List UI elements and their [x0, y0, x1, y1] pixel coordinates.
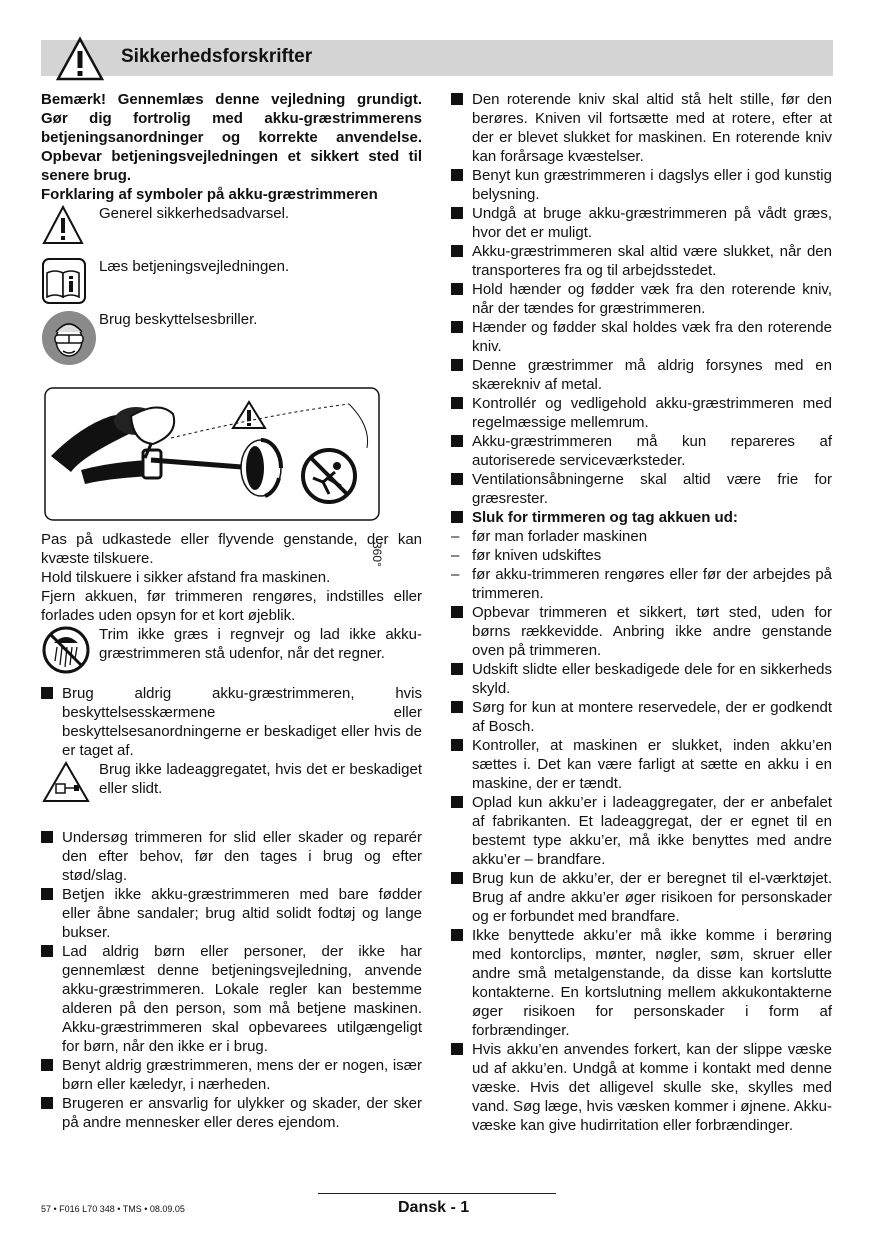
bullet-marker — [41, 942, 62, 957]
bullet-marker — [451, 793, 472, 808]
list-item-text: Opbevar trimmeren et sikkert, tørt sted, uden for børns rækkevidde. Anbring ikke andre genstande oven på trimmeren. — [472, 604, 832, 659]
list-item-text: Ventilationsåbningerne skal altid være frie for græsrester. — [472, 471, 832, 507]
symbol-row — [41, 310, 422, 386]
bullet-marker — [451, 736, 472, 751]
list-item-text: Oplad kun akku’er i ladeaggregater, der er anbefalet af fabrikanten. Et ladeaggregat, der er egnet til en bestemt type akku’er, må ikke benyttes med andre akku’er – brandfare. — [472, 794, 832, 868]
dash-marker: – — [451, 547, 460, 564]
bullet-marker — [451, 242, 472, 257]
bullet-marker — [451, 508, 472, 523]
read-manual-icon — [41, 257, 99, 310]
bullet-marker — [451, 926, 472, 941]
list-item — [41, 885, 422, 942]
charger-warning-icon — [41, 760, 99, 809]
list-item-text: Sørg for kun at montere reservedele, der er godkendt af Bosch. — [472, 699, 832, 735]
bullet-marker — [451, 470, 472, 485]
intro-note: Bemærk! Gennemlæs denne vejledning grundigt. Gør dig fortrolig med akku-græstrimmerens betjeningsanordninger og korrekte anvendelse. Opbevar betjeningsvejledningen et sikkert sted til senere brug. — [41, 91, 422, 184]
list-item-text: Betjen ikke akku-græstrimmeren med bare fødder eller åbne sandaler; brug altid solidt fodtøj og lange bukser. — [62, 886, 422, 941]
list-item-text: Brug kun de akku’er, der er beregnet til el-værktøjet. Brug af andre akku’er øger risikoen for personskader og er forbundet med brandfare. — [472, 870, 832, 925]
list-item-text: Ikke benyttede akku’er må ikke komme i berøring med kontorclips, mønter, nøgler, søm, skruer eller andre små metalgenstande, da disse kan kortslutte kontakterne. En kortslutning mellem akkukontakterne øger risikoen for personskader i form af forbrændinger. — [472, 927, 832, 1039]
list-item-text: Lad aldrig børn eller personer, der ikke har gennemlæst denne betjeningsvejledning, anvende akku-græstrimmeren. Lokale regler kan bestemme alderen på den person, som må betjene maskinen. Akku-græstrimmeren skal opbevarees utilgængeligt for børn, når den ikke er i brug. — [62, 943, 422, 1055]
list-item — [451, 926, 832, 1040]
symbol-row — [41, 257, 422, 310]
list-item — [451, 603, 832, 660]
list-item-text: Akku-græstrimmeren skal altid være slukket, når den transporteres fra og til arbejdsstedet. — [472, 243, 832, 279]
list-item — [451, 394, 832, 432]
list-item-text: Udskift slidte eller beskadigede dele for en sikkerheds skyld. — [472, 661, 832, 697]
paragraph: Hold tilskuere i sikker afstand fra maskinen. — [41, 569, 331, 586]
no-rain-icon — [41, 625, 99, 680]
list-item-text: Benyt aldrig græstrimmeren, mens der er nogen, især børn eller kæledyr, i nærheden. — [62, 1057, 422, 1093]
list-item-text: Undgå at bruge akku-græstrimmeren på vådt græs, hvor det er muligt. — [472, 205, 832, 241]
bullet-marker — [41, 828, 62, 843]
list-item-text: Denne græstrimmer må aldrig forsynes med en skærekniv af metal. — [472, 357, 832, 393]
list-item — [41, 684, 422, 760]
list-item — [41, 1056, 422, 1094]
list-item — [451, 432, 832, 470]
list-item — [451, 527, 832, 546]
left-column — [41, 90, 422, 1132]
symbols-heading: Forklaring af symboler på akku-græstrimmeren — [41, 186, 378, 203]
list-item — [451, 318, 832, 356]
warning-triangle-icon — [55, 36, 105, 87]
list-item-text: Hvis akku’en anvendes forkert, kan der slippe væske ud af akku’en. Undgå at komme i kontakt med denne væske. Hvis det alligevel skulle ske, skylles med vand. Søg læge, hvis væsken kommer i øjnene. Akku-væske kan give hudirritation eller forbrændinger. — [472, 1041, 832, 1134]
list-item — [451, 204, 832, 242]
symbol-label: Brug beskyttelsesbriller. — [99, 311, 258, 328]
section-header — [41, 40, 833, 76]
list-item — [451, 793, 832, 869]
safety-goggles-icon — [41, 310, 99, 371]
bullet-marker — [451, 660, 472, 675]
bullet-marker — [41, 885, 62, 900]
list-item — [451, 508, 832, 527]
bullet-marker — [451, 166, 472, 181]
page-title: Sikkerhedsforskrifter — [121, 46, 313, 67]
symbol-row — [41, 204, 422, 257]
diagram-angle-label: 360° — [370, 542, 384, 567]
list-item-text: Hold hænder og fødder væk fra den roterende kniv, når der tændes for græstrimmeren. — [472, 281, 832, 317]
bullet-marker — [451, 204, 472, 219]
list-item — [41, 1094, 422, 1132]
list-item — [451, 660, 832, 698]
symbol-label: Trim ikke græs i regnvejr og lad ikke akku-græstrimmeren stå udenfor, når det regner. — [99, 626, 422, 662]
list-item — [451, 736, 832, 793]
list-item — [451, 356, 832, 394]
list-item-text: Brugeren er ansvarlig for ulykker og skader, der sker på andre mennesker eller deres ejendom. — [62, 1095, 422, 1131]
list-item — [451, 565, 832, 603]
list-item — [451, 1040, 832, 1135]
list-item — [451, 242, 832, 280]
list-item — [451, 698, 832, 736]
symbol-label: Generel sikkerhedsadvarsel. — [99, 205, 290, 222]
list-item-text: før akku-trimmeren rengøres eller før der arbejdes på trimmeren. — [472, 566, 832, 602]
list-item-text: Akku-græstrimmeren må kun repareres af autoriserede serviceværksteder. — [472, 433, 832, 469]
list-item-text: Brug aldrig akku-græstrimmeren, hvis beskyttelsesskærmene eller beskyttelsesanordningerne er beskadiget eller hvis de er taget af. — [62, 685, 422, 759]
list-item-text: Den roterende kniv skal altid stå helt stille, før den berøres. Kniven vil fortsætte med at rotere, efter at der er blevet slukket for maskinen. En roterende kniv kan forårsage kvæstelser. — [472, 91, 832, 165]
list-item — [451, 869, 832, 926]
bullet-marker — [451, 318, 472, 333]
list-item — [451, 90, 832, 166]
list-item-text: før kniven udskiftes — [472, 547, 602, 564]
bullet-marker — [451, 1040, 472, 1055]
list-item — [451, 166, 832, 204]
symbol-label: Læs betjeningsvejledningen. — [99, 258, 290, 275]
dash-marker: – — [451, 566, 460, 583]
list-item-text: før man forlader maskinen — [472, 528, 648, 545]
list-item — [451, 470, 832, 508]
bullet-marker — [451, 603, 472, 618]
dash-marker: – — [451, 528, 460, 545]
bullet-marker — [451, 280, 472, 295]
bullet-marker — [451, 394, 472, 409]
list-item — [451, 546, 832, 565]
symbol-row — [41, 760, 422, 828]
page-number: Dansk - 1 — [398, 1199, 470, 1216]
footer-rule — [318, 1193, 556, 1194]
bullet-marker — [451, 432, 472, 447]
paragraph: Fjern akkuen, før trimmeren rengøres, indstilles eller forlades uden opsyn for et kort øjeblik. — [41, 588, 422, 624]
list-item-text: Hænder og fødder skal holdes væk fra den roterende kniv. — [472, 319, 832, 355]
list-item-text: Benyt kun græstrimmeren i dagslys eller i god kunstig belysning. — [472, 167, 832, 203]
bullet-marker — [451, 869, 472, 884]
bullet-marker — [451, 90, 472, 105]
bullet-marker — [41, 1094, 62, 1109]
bullet-marker — [451, 356, 472, 371]
warning-triangle-icon — [41, 204, 99, 251]
list-item — [41, 828, 422, 885]
list-item-text: Sluk for tirmmeren og tag akkuen ud: — [472, 509, 738, 526]
symbol-label: Brug ikke ladeaggregatet, hvis det er beskadiget eller slidt. — [99, 761, 422, 797]
bullet-marker — [451, 698, 472, 713]
right-column — [451, 90, 832, 1135]
footer-code: 57 • F016 L70 348 • TMS • 08.09.05 — [41, 1204, 185, 1214]
symbol-row — [41, 625, 422, 684]
list-item-text: Kontroller, at maskinen er slukket, inden akku’en sættes i. Det kan være farligt at sætte en akku i en maskine, der er tændt. — [472, 737, 832, 792]
list-item-text: Kontrollér og vedligehold akku-græstrimmeren med regelmæssige mellemrum. — [472, 395, 832, 431]
list-item — [41, 942, 422, 1056]
bullet-marker — [41, 684, 62, 699]
paragraph: Pas på udkastede eller flyvende genstande, der kan kvæste tilskuere. — [41, 531, 422, 567]
list-item-text: Undersøg trimmeren for slid eller skader og reparér den efter behov, før den tages i brug og efter stød/slag. — [62, 829, 422, 884]
list-item — [451, 280, 832, 318]
bullet-marker — [41, 1056, 62, 1071]
